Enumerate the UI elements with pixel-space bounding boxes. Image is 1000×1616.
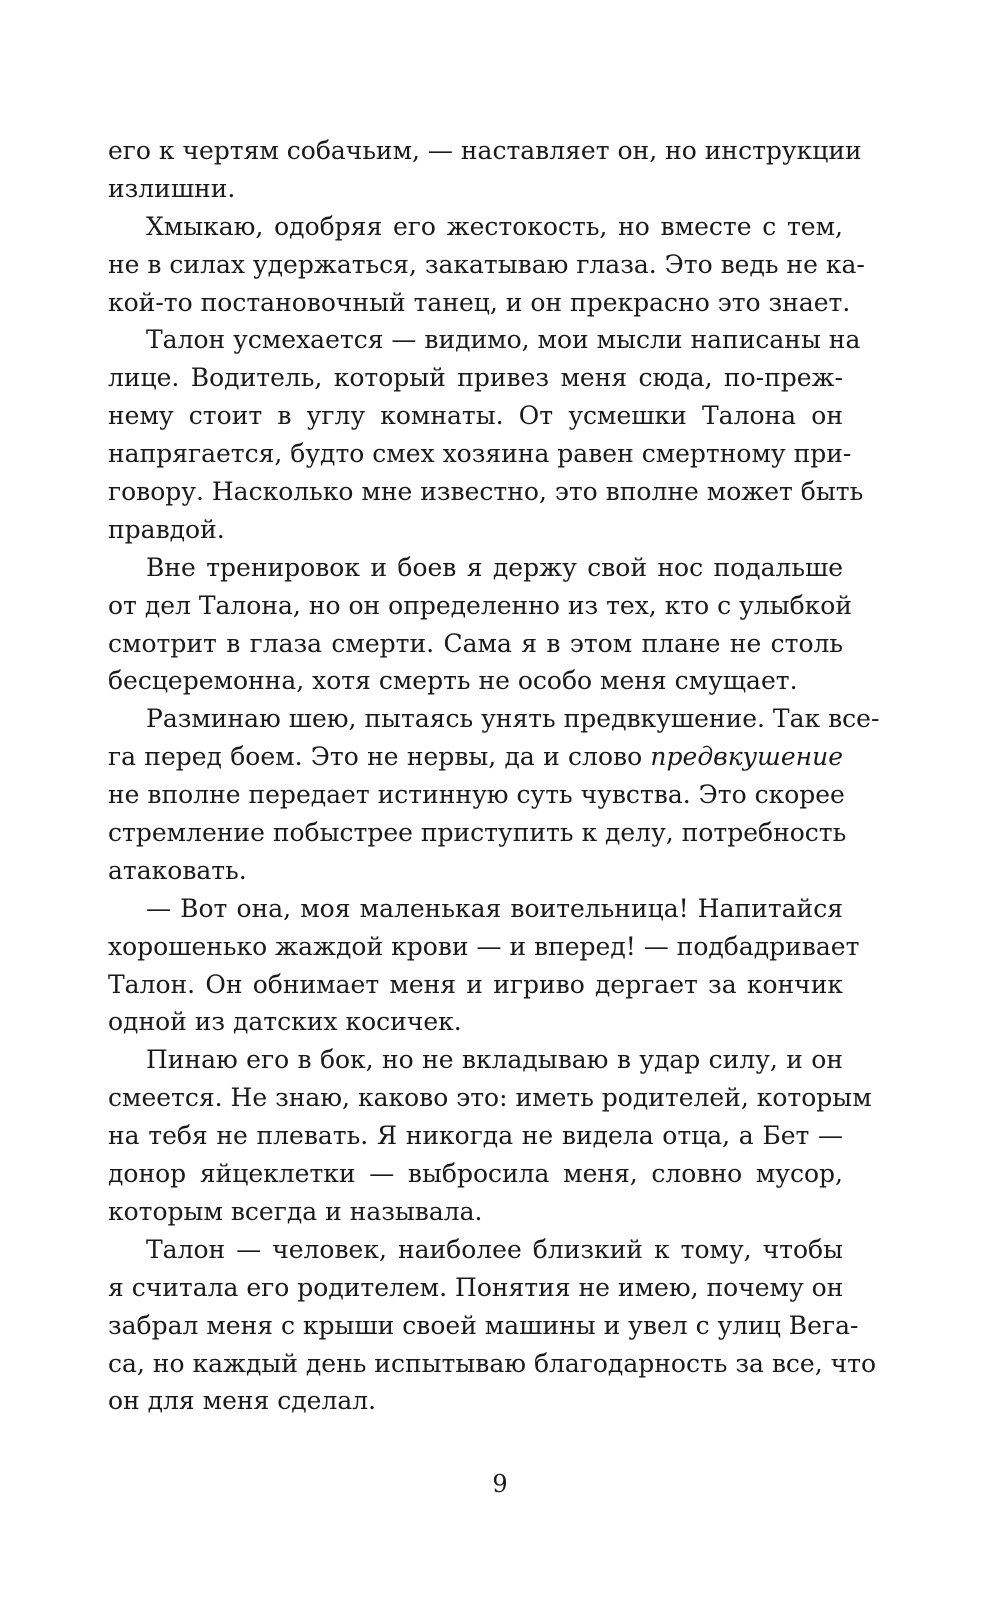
text-line: от дел Талона, но он определенно из тех, кто с улыбкой xyxy=(108,590,852,620)
text-line: забрал меня с крыши своей машины и увел с улиц Вега- xyxy=(108,1310,859,1340)
text-line: Хмыкаю, одобряя его жестокость, но вместе с тем, xyxy=(146,211,843,241)
text-line: са, но каждый день испытываю благодарность за все, что xyxy=(108,1348,876,1378)
text-line: Талон усмехается — видимо, мои мысли написаны на xyxy=(146,325,861,355)
text-line: Вне тренировок и боев я держу свой нос подальше xyxy=(146,552,843,582)
italic-word: предвкушение xyxy=(650,742,843,772)
page-number: 9 xyxy=(492,1470,508,1498)
text-line: говору. Насколько мне известно, это вполне может быть xyxy=(108,477,864,507)
text-line: Талон — человек, наиболее близкий к тому, чтобы xyxy=(146,1234,843,1264)
text-line: излишни. xyxy=(108,173,236,203)
text-line-with-emphasis xyxy=(108,738,843,776)
text-segment: га перед боем. Это не нервы, да и слово xyxy=(108,742,651,772)
text-line: смотрит в глаза смерти. Сама я в этом плане не столь xyxy=(108,628,843,658)
text-line: я считала его родителем. Понятия не имею, почему он xyxy=(108,1272,844,1302)
text-line: на тебя не плевать. Я никогда не видела отца, а Бет — xyxy=(108,1121,843,1151)
text-line: кой-то постановочный танец, и он прекрасно это знает. xyxy=(108,287,851,317)
text-line: не вполне передает истинную суть чувства. Это скорее xyxy=(108,780,845,810)
text-line: бесцеремонна, хотя смерть не особо меня смущает. xyxy=(108,666,798,696)
text-line: нему стоит в углу комнаты. От усмешки Талона он xyxy=(108,401,843,431)
text-line: одной из датских косичек. xyxy=(108,1007,462,1037)
text-line: Пинаю его в бок, но не вкладываю в удар силу, и он xyxy=(146,1045,843,1075)
text-line: Разминаю шею, пытаясь унять предвкушение. Так все- xyxy=(146,704,880,734)
text-line: — Вот она, моя маленькая воительница! Напитайся xyxy=(146,893,843,923)
text-line: стремление побыстрее приступить к делу, потребность xyxy=(108,818,847,848)
text-line: атаковать. xyxy=(108,855,247,885)
text-line: напрягается, будто смех хозяина равен смертному при- xyxy=(108,439,852,469)
text-line: он для меня сделал. xyxy=(108,1386,377,1416)
text-line: его к чертям собачьим, — наставляет он, но инструкции xyxy=(108,136,862,165)
text-line: не в силах удержаться, закатываю глаза. Это ведь не ка- xyxy=(108,249,865,279)
text-line: Талон. Он обнимает меня и игриво дергает за кончик xyxy=(108,969,843,999)
body-text xyxy=(108,132,880,1420)
text-line: лице. Водитель, который привез меня сюда, по-преж- xyxy=(108,363,843,393)
text-line: правдой. xyxy=(108,514,225,544)
text-line: смеется. Не знаю, каково это: иметь родителей, которым xyxy=(108,1083,872,1113)
text-line: донор яйцеклетки — выбросила меня, словно мусор, xyxy=(108,1159,843,1189)
text-line: которым всегда и называла. xyxy=(108,1196,483,1226)
text-line: хорошенько жаждой крови — и вперед! — подбадривает xyxy=(108,931,860,961)
